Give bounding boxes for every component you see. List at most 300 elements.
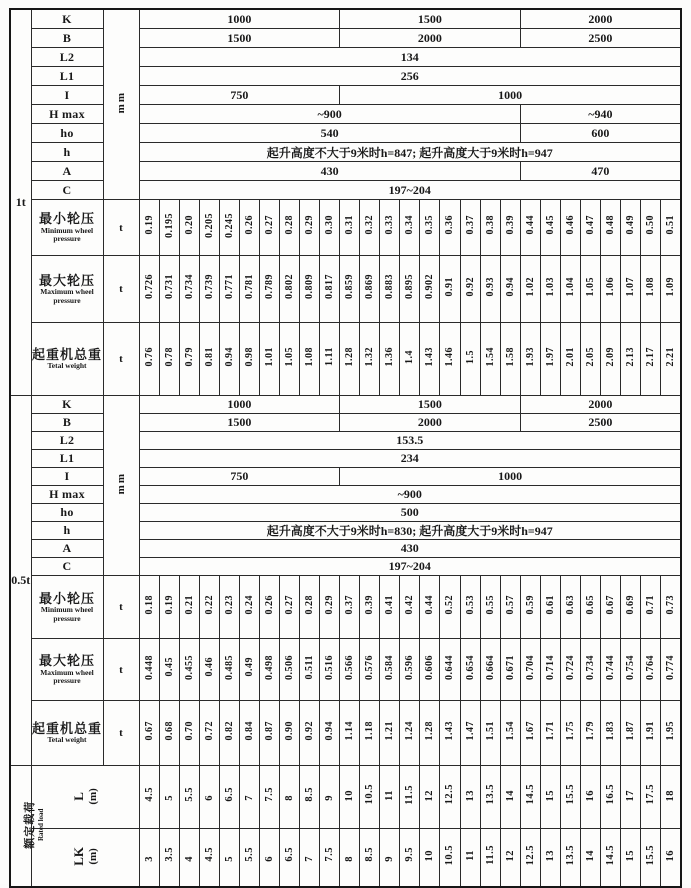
value-text: 0.93 <box>484 276 496 297</box>
value-cell <box>520 766 540 829</box>
value-cell <box>560 639 580 701</box>
value-cell <box>219 256 239 323</box>
value-text: 17.5 <box>645 784 657 805</box>
value-cell <box>480 200 500 256</box>
value-text: 11.5 <box>484 844 496 865</box>
value-text: 0.73 <box>665 594 677 615</box>
value-text: 11 <box>384 790 396 801</box>
value-cell <box>320 829 340 887</box>
value-cell <box>600 766 620 829</box>
value-cell <box>500 323 520 396</box>
value-text: 1.03 <box>544 276 556 297</box>
value-text: 2.17 <box>645 346 657 367</box>
value-text: 0.41 <box>384 594 396 615</box>
value-text: 0.869 <box>364 274 376 299</box>
value-text: 14 <box>504 789 516 801</box>
value-text: 13.5 <box>484 784 496 805</box>
value-cell <box>199 701 219 766</box>
value-text: 0.18 <box>143 594 155 615</box>
value-cell <box>440 200 460 256</box>
value-cell <box>300 576 320 639</box>
value-cell <box>641 766 661 829</box>
value-text: 0.671 <box>504 654 516 680</box>
value-text: 0.506 <box>283 654 295 680</box>
value-text: 0.28 <box>304 594 316 615</box>
value-cell <box>641 256 661 323</box>
value-text: 0.584 <box>384 654 396 680</box>
value-text: 15 <box>544 789 556 801</box>
rated-load-en: Rated load <box>37 808 46 842</box>
value-text: 7 <box>304 855 316 862</box>
value-text: 2.05 <box>584 346 596 367</box>
value-text: 0.31 <box>344 215 356 235</box>
value-text: 0.26 <box>263 594 275 615</box>
value-text: 0.94 <box>504 276 516 297</box>
value-cell <box>239 200 259 256</box>
dim-value: 197~204 <box>139 181 681 200</box>
dim-unit-cell <box>103 396 139 576</box>
value-cell <box>259 256 279 323</box>
value-cell <box>340 829 360 887</box>
value-text: 1.58 <box>504 346 516 367</box>
value-cell <box>199 766 219 829</box>
value-text: 1.18 <box>364 720 376 741</box>
value-text: 12.5 <box>444 784 456 805</box>
value-text: 1.47 <box>464 720 476 741</box>
value-cell <box>239 323 259 396</box>
crane-specification-table <box>9 8 682 888</box>
value-text: 0.44 <box>424 594 436 615</box>
value-text: 1.02 <box>524 276 536 297</box>
data-row-label-cn: 最大轮压 <box>38 653 95 669</box>
value-text: 0.764 <box>645 654 657 680</box>
value-cell <box>641 829 661 887</box>
data-row-unit: t <box>103 701 139 766</box>
value-cell <box>661 323 681 396</box>
data-row-label-cn: 起重机总重 <box>31 720 102 736</box>
value-text: 0.817 <box>324 274 336 299</box>
value-cell <box>159 200 179 256</box>
value-text: 5.5 <box>243 847 255 863</box>
capacity-label: 1t <box>10 9 31 396</box>
dim-row-label: B <box>31 29 103 48</box>
value-cell <box>500 766 520 829</box>
value-text: 0.36 <box>444 215 456 235</box>
dim-value: 2000 <box>520 9 681 29</box>
value-cell <box>641 323 661 396</box>
value-text: 1.43 <box>444 720 456 741</box>
value-cell <box>500 639 520 701</box>
value-cell <box>139 256 159 323</box>
value-cell <box>179 323 199 396</box>
value-text: 0.33 <box>384 215 396 235</box>
value-text: 1.28 <box>424 720 436 741</box>
value-text: 0.94 <box>324 720 336 741</box>
value-cell <box>239 576 259 639</box>
value-cell <box>360 256 380 323</box>
dim-value: 197~204 <box>139 558 681 576</box>
dim-row-label: L2 <box>31 432 103 450</box>
value-cell <box>159 639 179 701</box>
value-text: 11.5 <box>404 784 416 805</box>
dim-value: 2000 <box>340 29 521 48</box>
dim-row-label: ho <box>31 504 103 522</box>
footer-label-rotated-block <box>71 847 100 866</box>
value-cell <box>219 766 239 829</box>
footer-label-main: LK <box>70 847 86 867</box>
value-text: 0.596 <box>404 654 416 680</box>
data-row-label-en: Maximum wheel pressure <box>40 667 94 686</box>
value-text: 18 <box>665 789 677 801</box>
value-cell <box>300 639 320 701</box>
value-text: 1.46 <box>444 346 456 367</box>
value-cell <box>199 256 219 323</box>
dim-value: 134 <box>139 48 681 67</box>
value-cell <box>540 766 560 829</box>
value-cell <box>520 829 540 887</box>
value-text: 5.5 <box>183 787 195 802</box>
value-cell <box>420 323 440 396</box>
value-cell <box>540 256 560 323</box>
dim-value: 256 <box>139 67 681 86</box>
value-text: 0.714 <box>544 654 556 680</box>
dim-unit-cell <box>103 9 139 200</box>
value-cell <box>621 701 641 766</box>
rated-load-label <box>10 766 46 887</box>
value-text: 0.46 <box>203 657 215 677</box>
value-text: 0.37 <box>464 215 476 235</box>
dim-value: 153.5 <box>139 432 681 450</box>
value-cell <box>560 701 580 766</box>
value-cell <box>179 701 199 766</box>
value-cell <box>139 829 159 887</box>
dim-row-label: H max <box>31 486 103 504</box>
value-text: 13 <box>464 789 476 801</box>
value-cell <box>320 576 340 639</box>
value-text: 15.5 <box>564 784 576 805</box>
data-row-unit: t <box>103 576 139 639</box>
value-cell <box>400 766 420 829</box>
value-text: 0.27 <box>263 215 275 235</box>
value-cell <box>641 576 661 639</box>
value-text: 0.91 <box>444 276 456 297</box>
value-cell <box>360 701 380 766</box>
value-cell <box>661 200 681 256</box>
value-cell <box>500 701 520 766</box>
value-cell <box>300 766 320 829</box>
value-text: 0.78 <box>163 346 175 367</box>
value-cell <box>340 200 360 256</box>
value-cell <box>560 829 580 887</box>
value-cell <box>340 701 360 766</box>
value-text: 0.92 <box>304 720 316 741</box>
dim-value: 500 <box>139 504 681 522</box>
value-cell <box>219 576 239 639</box>
dim-value: ~900 <box>139 105 520 124</box>
value-cell <box>520 701 540 766</box>
dim-row-label: K <box>31 9 103 29</box>
value-text: 7.5 <box>263 787 275 802</box>
dim-row-label: L2 <box>31 48 103 67</box>
value-text: 12.5 <box>524 844 536 865</box>
value-cell <box>621 200 641 256</box>
value-cell <box>320 701 340 766</box>
value-text: 1.11 <box>324 347 336 366</box>
dim-row-label: ho <box>31 124 103 143</box>
dim-value: 1000 <box>139 9 340 29</box>
footer-label-rotated-block <box>71 788 100 805</box>
value-cell <box>179 829 199 887</box>
value-cell <box>460 200 480 256</box>
value-cell <box>219 323 239 396</box>
value-text: 0.34 <box>404 215 416 235</box>
value-cell <box>500 200 520 256</box>
value-text: 16.5 <box>604 784 616 805</box>
value-cell <box>500 829 520 887</box>
dim-value: 540 <box>139 124 520 143</box>
value-text: 0.789 <box>263 274 275 299</box>
value-text: 0.802 <box>283 274 295 299</box>
value-cell <box>320 323 340 396</box>
value-text: 1.05 <box>283 346 295 367</box>
value-cell <box>320 256 340 323</box>
value-text: 0.606 <box>424 654 436 680</box>
value-text: 0.28 <box>283 215 295 235</box>
value-text: 0.87 <box>263 720 275 741</box>
value-text: 1.06 <box>604 276 616 297</box>
value-text: 0.39 <box>364 594 376 615</box>
data-row-label <box>31 576 103 639</box>
value-text: 8.5 <box>364 847 376 863</box>
value-text: 0.98 <box>243 346 255 367</box>
value-text: 1.5 <box>464 349 476 364</box>
value-cell <box>380 576 400 639</box>
value-cell <box>239 766 259 829</box>
dim-unit-text: mm <box>115 90 127 114</box>
value-cell <box>480 829 500 887</box>
value-text: 1.91 <box>645 720 657 741</box>
value-text: 0.498 <box>263 654 275 680</box>
footer-row-label <box>31 829 139 887</box>
value-text: 0.734 <box>183 274 195 299</box>
dim-value: ~900 <box>139 486 681 504</box>
value-text: 0.84 <box>243 720 255 741</box>
dim-row-label: L1 <box>31 67 103 86</box>
dim-value: 600 <box>520 124 681 143</box>
value-cell <box>641 200 661 256</box>
value-cell <box>661 256 681 323</box>
dim-row-label: C <box>31 181 103 200</box>
value-cell <box>360 323 380 396</box>
value-text: 0.32 <box>364 215 376 235</box>
value-text: 4 <box>183 855 195 862</box>
value-text: 14.5 <box>604 844 616 865</box>
value-cell <box>400 701 420 766</box>
value-cell <box>300 200 320 256</box>
dim-value: 430 <box>139 540 681 558</box>
value-cell <box>279 576 299 639</box>
value-text: 0.68 <box>163 720 175 741</box>
value-text: 0.45 <box>544 215 556 235</box>
value-cell <box>540 200 560 256</box>
value-cell <box>199 639 219 701</box>
value-cell <box>159 829 179 887</box>
dim-row-label: h <box>31 143 103 162</box>
value-text: 12 <box>504 849 516 862</box>
value-text: 0.809 <box>304 274 316 299</box>
value-cell <box>520 256 540 323</box>
value-text: 0.771 <box>223 274 235 299</box>
value-text: 0.38 <box>484 215 496 235</box>
value-text: 0.754 <box>625 654 637 680</box>
value-cell <box>500 576 520 639</box>
value-cell <box>460 323 480 396</box>
value-text: 1.75 <box>564 720 576 741</box>
value-text: 7.5 <box>324 847 336 863</box>
dim-value: 1500 <box>139 29 340 48</box>
dim-value: 750 <box>139 86 340 105</box>
value-cell <box>520 639 540 701</box>
value-cell <box>540 829 560 887</box>
value-cell <box>159 766 179 829</box>
value-cell <box>661 576 681 639</box>
value-cell <box>139 323 159 396</box>
value-text: 1.54 <box>504 720 516 741</box>
dim-row-label: A <box>31 540 103 558</box>
data-row-label-en: Tetal weight <box>47 361 87 371</box>
value-cell <box>279 323 299 396</box>
value-text: 5 <box>163 795 175 801</box>
value-cell <box>580 639 600 701</box>
value-cell <box>380 200 400 256</box>
value-cell <box>621 829 641 887</box>
value-cell <box>580 256 600 323</box>
value-cell <box>179 639 199 701</box>
dim-row-label: h <box>31 522 103 540</box>
value-text: 8.5 <box>304 787 316 802</box>
value-cell <box>621 639 641 701</box>
value-cell <box>340 639 360 701</box>
value-cell <box>480 766 500 829</box>
value-text: 0.50 <box>645 215 657 235</box>
value-cell <box>540 701 560 766</box>
value-text: 0.53 <box>464 594 476 615</box>
dim-value: 2500 <box>520 414 681 432</box>
value-text: 0.72 <box>203 720 215 741</box>
value-cell <box>199 829 219 887</box>
value-cell <box>460 256 480 323</box>
value-cell <box>360 639 380 701</box>
value-text: 0.644 <box>444 654 456 680</box>
value-cell <box>420 256 440 323</box>
dim-value: 234 <box>139 450 681 468</box>
data-row-label-en: Minimum wheel pressure <box>40 225 94 244</box>
value-cell <box>279 200 299 256</box>
value-text: 0.195 <box>163 212 175 238</box>
value-text: 0.516 <box>324 654 336 680</box>
value-cell <box>239 701 259 766</box>
value-cell <box>460 829 480 887</box>
value-cell <box>279 639 299 701</box>
value-text: 2.21 <box>665 346 677 367</box>
value-cell <box>259 200 279 256</box>
value-cell <box>219 639 239 701</box>
value-text: 0.566 <box>344 654 356 680</box>
value-cell <box>460 639 480 701</box>
value-cell <box>400 576 420 639</box>
value-cell <box>400 829 420 887</box>
value-text: 0.205 <box>203 212 215 238</box>
value-cell <box>199 200 219 256</box>
value-cell <box>159 256 179 323</box>
value-text: 0.664 <box>484 654 496 680</box>
value-cell <box>661 639 681 701</box>
data-row-unit: t <box>103 639 139 701</box>
value-cell <box>520 200 540 256</box>
dim-row-label: A <box>31 162 103 181</box>
value-text: 0.67 <box>604 594 616 615</box>
dim-row-label: C <box>31 558 103 576</box>
value-text: 0.39 <box>504 215 516 235</box>
value-cell <box>259 701 279 766</box>
value-cell <box>460 766 480 829</box>
value-text: 0.55 <box>484 594 496 615</box>
value-text: 1.28 <box>344 346 356 367</box>
value-text: 0.65 <box>584 594 596 615</box>
value-text: 0.883 <box>384 274 396 299</box>
data-row-label-cn: 起重机总重 <box>31 346 102 362</box>
value-text: 0.90 <box>283 720 295 741</box>
value-text: 0.94 <box>223 346 235 367</box>
value-cell <box>340 323 360 396</box>
value-text: 16 <box>584 789 596 801</box>
value-cell <box>239 639 259 701</box>
value-cell <box>440 576 460 639</box>
data-row-label-cn: 最小轮压 <box>38 211 95 227</box>
value-text: 0.20 <box>183 215 195 235</box>
value-cell <box>600 639 620 701</box>
footer-label-main: L <box>70 792 86 801</box>
value-cell <box>360 200 380 256</box>
value-cell <box>300 323 320 396</box>
value-cell <box>259 639 279 701</box>
value-cell <box>139 701 159 766</box>
value-cell <box>139 766 159 829</box>
value-text: 0.59 <box>524 594 536 615</box>
value-text: 0.49 <box>243 657 255 677</box>
value-text: 0.895 <box>404 274 416 299</box>
footer-label-unit: (m) <box>86 848 99 866</box>
value-cell <box>480 323 500 396</box>
value-cell <box>440 701 460 766</box>
dim-row-label: H max <box>31 105 103 124</box>
value-cell <box>621 766 641 829</box>
value-text: 16 <box>665 849 677 862</box>
value-cell <box>460 701 480 766</box>
value-text: 15 <box>625 849 637 862</box>
dim-row-label: K <box>31 396 103 414</box>
dim-value: 起升高度不大于9米时h=830; 起升高度大于9米时h=947 <box>139 522 681 540</box>
value-cell <box>139 200 159 256</box>
footer-row-label <box>31 766 139 829</box>
data-row-label-en: Tetal weight <box>47 735 87 745</box>
value-text: 0.46 <box>564 215 576 235</box>
value-cell <box>440 766 460 829</box>
value-cell <box>320 766 340 829</box>
capacity-label: 0.5t <box>10 396 31 766</box>
data-row-unit: t <box>103 323 139 396</box>
value-text: 3 <box>143 855 155 862</box>
